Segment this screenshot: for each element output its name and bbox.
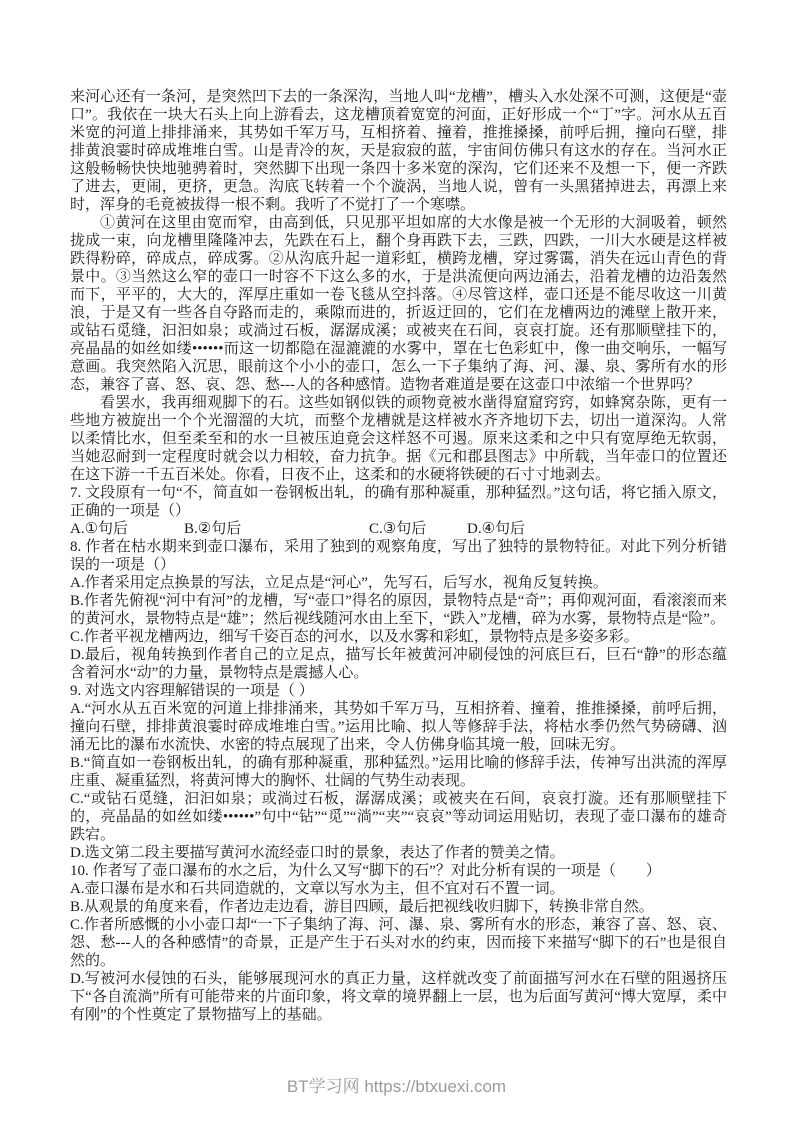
question-10-option-a: A.壶口瀑布是水和石共同造就的，文章以写水为主，但不宜对石不置一词。 <box>70 881 565 897</box>
question-9-stem: 9. 对选文内容理解错误的一项是（ ） <box>70 683 314 699</box>
question-8 <box>70 538 727 682</box>
watermark-footer: BT学习网 https://btxuexi.com <box>286 1077 507 1096</box>
question-9-option-d: D.选文第二段主要描写黄河水流经壶口时的景象，表达了作者的赞美之情。 <box>70 845 565 861</box>
question-10-option-d: D.写被河水侵蚀的石头，能够展现河水的真正力量，这样就改变了前面描写河水在石壁的阻遏挤压下“各自流淌”所有可能带来的片面印象，将文章的境界翻上一层，也为后面写黄河“博大宽厚，柔中有刚”的个性奠定了景物描写上的基础。 <box>70 971 727 1023</box>
passage-paragraph-1: 来河心还有一条河，是突然凹下去的一条深沟，当地人叫“龙槽”，槽头入水处深不可测，这便是“壶口”。我依在一块大石头上向上游看去，这龙槽顶着宽宽的河面，正好形成一个“丁”字。河水从五百米宽的河道上排排涌来，其势如千军万马，互相挤着、撞着，推推搡搡，前呼后拥，撞向石壁，排排黄浪霎时碎成堆堆白雪。山是青冷的灰，天是寂寂的蓝，宇宙间仿佛只有这水的存在。当河水正这般畅畅快快地驰骋着时，突然脚下出现一条四十多米宽的深沟，它们还来不及想一下，便一齐跌了进去，更闹，更挤，更急。沟底飞转着一个个漩涡，当地人说，曾有一头黑猪掉进去，再漂上来时，浑身的毛竟被拔得一根不剩。我听了不觉打了一个寒噤。 <box>70 89 727 213</box>
question-8-option-c: C.作者平视龙槽两边，细写千姿百态的河水，以及水雾和彩虹，景物特点是多姿多彩。 <box>70 629 639 645</box>
question-9 <box>70 682 727 862</box>
question-10-option-c: C.作者所感慨的小小壶口却“一下子集纳了海、河、瀑、泉、雾所有水的形态，兼容了喜、怒、哀、怨、愁---人的各种感情”的奇景，正是产生于石头对水的约束，因而接下来描写“脚下的石”也是很自然的。 <box>70 917 727 969</box>
question-7-option-a: A.①句后 <box>70 521 129 537</box>
passage-paragraph-3: 看罢水，我再细观脚下的石。这些如钢似铁的顽物竟被水凿得窟窟窍窍，如蜂窝杂陈，更有一些地方被旋出一个个光溜溜的大坑，而整个龙槽就是这样被水齐齐地切下去，切出一道深沟。人常以柔情比水，但至柔至和的水一旦被压迫竟会这样怒不可遏。原来这柔和之中只有宽厚绝无软弱，当她忍耐到一定程度时就会以力相较，奋力抗争。据《元和郡县图志》中所载，当年壶口的位置还在这下游一千五百米处。你看，日夜不止，这柔和的水硬将铁硬的石寸寸地剥去。 <box>70 395 727 483</box>
question-8-stem: 8. 作者在枯水期来到壶口瀑布，采用了独到的观察角度，写出了独特的景物特征。对此下列分析错误的一项是（） <box>70 539 727 573</box>
question-9-option-b: B.“简直如一卷钢板出轧，的确有那种凝重，那种猛烈。”运用比喻的修辞手法，传神写出洪流的浑厚庄重、凝重猛烈，将黄河博大的胸怀、壮阔的气势生动表现。 <box>70 755 727 789</box>
question-8-option-a: A.作者采用定点换景的写法，立足点是“河心”，先写石，后写水，视角反复转换。 <box>70 575 608 591</box>
passage-paragraph-2: ①黄河在这里由宽而窄，由高到低，只见那平坦如席的大水像是被一个无形的大洞吸着，顿然拢成一束，向龙槽里隆隆冲去，先跌在石上，翻个身再跌下去，三跌，四跌，一川大水硬是这样被跌得粉碎，碎成点，碎成雾。②从沟底升起一道彩虹，横跨龙槽，穿过雾霭，消失在远山青色的背景中。③当然这么窄的壶口一时容不下这么多的水，于是洪流便向两边涌去，沿着龙槽的边沿轰然而下，平平的，大大的，浑厚庄重如一卷飞毯从空抖落。④尽管这样，壶口还是不能尽收这一川黄浪，于是又有一些各自夺路而走的，乘隙而进的，折返迂回的，它们在龙槽两边的滩壁上散开来，或钻石觅缝，汩汩如泉；或淌过石板，潺潺成溪；或被夹在石间，哀哀打旋。还有那顺壁挂下的，亮晶晶的如丝如缕••••••而这一切都隐在湿漉漉的水雾中，罩在七色彩虹中，像一曲交响乐，一幅写意画。我突然陷入沉思，眼前这个小小的壶口，怎么一下子集纳了海、河、瀑、泉、雾所有水的形态，兼容了喜、怒、哀、怨、愁---人的各种感情。造物者难道是要在这壶口中浓缩一个世界吗？ <box>70 215 727 393</box>
question-8-option-b: B.作者先俯视“河中有河”的龙槽，写“壶口”得名的原因，景物特点是“奇”；再仰观河面，看滚滚而来的黄河水，景物特点是“雄”；然后视线随河水由上至下，“跌入”龙槽，碎为水雾，景物特点是“险”。 <box>70 593 727 627</box>
question-10-stem: 10. 作者写了壶口瀑布的水之后，为什么又写“脚下的石”？对此分析有误的一项是（ ） <box>70 863 661 879</box>
question-7-stem: 7. 文段原有一句“不，简直如一卷钢板出轧，的确有那种凝重，那种猛烈。”这句话，将它插入原文，正确的一项是（） <box>70 485 727 519</box>
question-10 <box>70 862 727 1024</box>
question-7-option-c: C.③句后 <box>369 521 427 537</box>
question-7 <box>70 484 727 538</box>
question-7-options <box>70 520 727 538</box>
question-9-option-c: C.“或钻石觅缝，汩汩如泉；或淌过石板，潺潺成溪；或被夹在石间，哀哀打漩。还有那顺壁挂下的，亮晶晶的如丝如缕••••••”句中“钻”“觅”“淌”“夹”“哀哀”等动词运用贴切，表现了壶口瀑布的雄奇跌宕。 <box>70 791 727 843</box>
exam-body <box>70 88 727 1024</box>
question-7-option-d: D.④句后 <box>467 521 526 537</box>
question-10-option-b: B.从观景的角度来看，作者边走边看，游目四顾，最后把视线收归脚下，转换非常自然。 <box>70 899 654 915</box>
question-9-option-a: A.“河水从五百米宽的河道上排排涌来，其势如千军万马，互相挤着、撞着，推推搡搡，前呼后拥，撞向石壁，排排黄浪霎时碎成堆堆白雪。”运用比喻、拟人等修辞手法，将枯水季仍然气势磅礴、汹涌无比的瀑布水流快、水密的特点展现了出来，令人仿佛身临其境一般，回味无穷。 <box>70 701 727 753</box>
question-8-option-d: D.最后，视角转换到作者自己的立足点，描写长年被黄河冲刷侵蚀的河底巨石，巨石“静”的形态蕴含着河水“动”的力量，景物特点是震撼人心。 <box>70 647 727 681</box>
question-7-option-b: B.②句后 <box>184 521 242 537</box>
